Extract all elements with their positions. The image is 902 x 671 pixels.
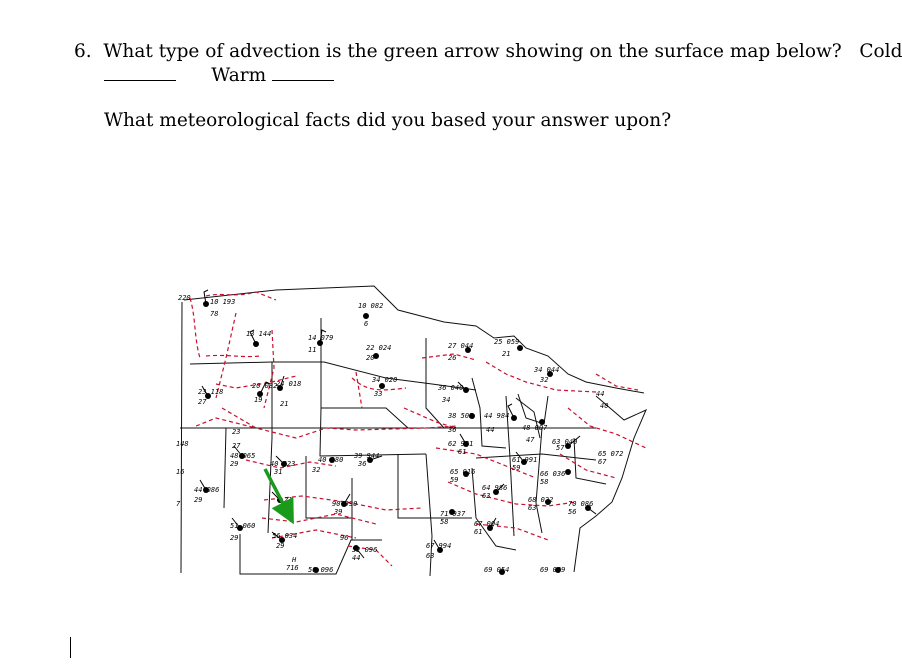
station-label: 21 [280,400,289,408]
station-label: 68 022 [528,496,554,504]
station-label: 36 [358,460,367,468]
text-cursor [70,637,71,658]
station-label: 29 [230,460,239,468]
station-label: 13 144 [246,330,272,338]
station-label: 56 034 [272,532,298,540]
station-label: 23 118 [198,388,224,396]
station-label: 63 040 [552,438,578,446]
station-label: 40 980 [318,456,344,464]
station-label: 7 [176,500,181,508]
station-label: 39 944 [354,452,380,460]
station-label: 716 [286,564,299,572]
answer-line [104,65,334,86]
station-label: 25 059 [494,338,520,346]
station-label: 64 986 [482,484,508,492]
station-label: 33 [374,390,383,398]
station-label: 48 007 [522,424,548,432]
station-label: 26 [448,354,457,362]
station-label: 27 044 [448,342,474,350]
cold-answer-blank[interactable] [104,66,176,81]
station-label: 63 [482,492,491,500]
station-label: 56 [568,508,577,516]
station-label: 48 065 [230,452,256,460]
station-label: 69 054 [484,566,510,574]
surface-weather-map [176,278,652,578]
station-label: 70 086 [568,500,594,508]
station-label: 220 [178,294,191,302]
station-label: 20 082 [252,382,278,390]
station-label: 22 024 [366,344,392,352]
station-label: 20 [366,354,375,362]
station-label: 63 [426,552,435,560]
station-label: 40 023 [270,460,296,468]
station-label: 66 036 [540,470,566,478]
station-label: 44 086 [194,486,220,494]
station-label: 19 [254,396,263,404]
station-label: 52 096 [352,546,378,554]
station-label: H [292,556,297,564]
station-label: 58 [440,518,449,526]
station-label: 67 994 [426,542,452,550]
station-labels [176,294,623,574]
station-label: 67 [598,458,607,466]
station-label: 59 [450,476,459,484]
station-label: 51 060 [230,522,256,530]
station-label: 65 072 [598,450,624,458]
option-cold: Cold [859,41,902,62]
station-label: 29 [276,542,285,550]
question-line [74,41,902,62]
station-label: 31 [274,468,283,476]
warm-answer-blank[interactable] [272,66,334,81]
station-label: 69 089 [540,566,566,574]
station-label: 24 018 [276,380,302,388]
station-label: 16 [176,468,185,476]
option-warm: Warm [211,65,267,86]
station-label: 58 [540,478,549,486]
station-label: 39 [334,508,343,516]
station-label: 50 096 [308,566,334,574]
station-label: 34 [442,396,451,404]
station-label: 36 040 [438,384,464,392]
station-label: 61 [458,448,467,456]
station-label: 61 [474,528,483,536]
station-label: 148 [176,440,189,448]
station-label: 59 [512,464,521,472]
question-text: What type of advection is the green arrow showing on the surface map below? [103,41,842,62]
station-label: 32 [312,466,321,474]
station-label: 63 [528,504,537,512]
station-label: 29 [194,496,203,504]
station-label: 10 193 [210,298,236,306]
station-label: 34 044 [534,366,560,374]
station-label: 44 [596,390,605,398]
station-label: 61 991 [512,456,538,464]
station-label: 67 004 [474,520,500,528]
station-label: 27 [232,442,241,450]
station-label: 96 [340,534,349,542]
station-label: 14 079 [308,334,334,342]
station-label: 62 931 [448,440,474,448]
station-label: 38 505 [448,412,474,420]
station-label: 78 [210,310,219,318]
station-label: 44 [352,554,361,562]
question-number: 6. [74,41,92,62]
station-label: 47 [526,436,535,444]
station-label: 21 [284,496,293,504]
station-label: 21 [502,350,511,358]
station-label: 65 016 [450,468,476,476]
station-label: 11 [308,346,317,354]
station-label: 29 [230,534,239,542]
followup-question: What meteorological facts did you based your answer upon? [104,110,672,131]
station-label: 90 990 [332,500,358,508]
station-label: 57 [556,444,565,452]
station-label: 44 [486,426,495,434]
station-label: 6 [364,320,369,328]
station-label: 44 984 [484,412,510,420]
station-label: 32 [540,376,549,384]
station-label: 40 [600,402,609,410]
station-label: 23 [232,428,241,436]
station-label: 34 020 [372,376,398,384]
station-label: 10 082 [358,302,384,310]
station-label: 36 [448,426,457,434]
station-label: 71 937 [440,510,466,518]
station-label: 27 [198,398,207,406]
